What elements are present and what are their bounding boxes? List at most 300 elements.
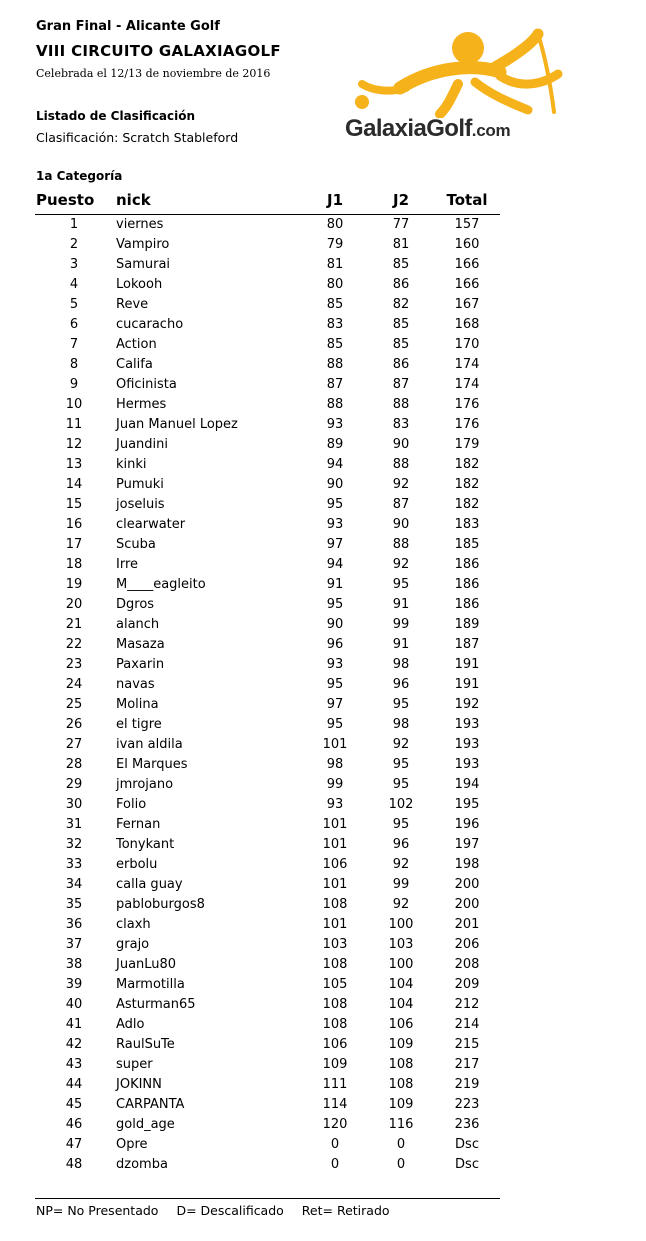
cell-j1: 85	[326, 297, 344, 312]
cell-position: 25	[65, 697, 83, 712]
cell-j1: 90	[326, 477, 344, 492]
table-row	[0, 855, 646, 875]
cell-j1: 96	[326, 637, 344, 652]
table-row	[0, 595, 646, 615]
cell-nick: Folio	[116, 797, 147, 812]
cell-position: 34	[65, 877, 83, 892]
cell-nick: Dgros	[116, 597, 155, 612]
cell-nick: Masaza	[116, 637, 165, 652]
table-row	[0, 715, 646, 735]
circuit-title: VIII CIRCUITO GALAXIAGOLF	[36, 42, 281, 60]
footer-divider	[35, 1198, 500, 1199]
cell-j2: 0	[396, 1157, 406, 1172]
cell-total: 214	[454, 1017, 480, 1032]
cell-position: 32	[65, 837, 83, 852]
cell-nick: RaulSuTe	[116, 1037, 175, 1052]
cell-j2: 98	[392, 657, 410, 672]
classification-table	[0, 215, 646, 1175]
cell-position: 27	[65, 737, 83, 752]
cell-nick: Molina	[116, 697, 159, 712]
logo-main: GalaxiaGolf	[345, 115, 472, 142]
table-row	[0, 235, 646, 255]
cell-j1: 98	[326, 757, 344, 772]
logo-suffix: .com	[471, 121, 511, 140]
cell-total: 195	[454, 797, 480, 812]
cell-j1: 87	[326, 377, 344, 392]
cell-position: 1	[69, 217, 79, 232]
cell-j2: 102	[388, 797, 414, 812]
cell-j1: 103	[322, 937, 348, 952]
cell-j2: 109	[388, 1097, 414, 1112]
cell-position: 36	[65, 917, 83, 932]
cell-nick: Lokooh	[116, 277, 163, 292]
table-row	[0, 795, 646, 815]
logo-wordmark	[345, 115, 510, 143]
cell-total: 200	[454, 877, 480, 892]
cell-position: 35	[65, 897, 83, 912]
cell-nick: Action	[116, 337, 157, 352]
cell-j2: 95	[392, 777, 410, 792]
cell-j1: 120	[322, 1117, 348, 1132]
table-row	[0, 975, 646, 995]
cell-position: 17	[65, 537, 83, 552]
cell-nick: Califa	[116, 357, 153, 372]
cell-nick: Opre	[116, 1137, 148, 1152]
cell-position: 29	[65, 777, 83, 792]
cell-position: 45	[65, 1097, 83, 1112]
cell-j1: 0	[330, 1157, 340, 1172]
cell-j2: 91	[392, 637, 410, 652]
cell-total: 189	[454, 617, 480, 632]
table-row	[0, 995, 646, 1015]
cell-j2: 77	[392, 217, 410, 232]
table-row	[0, 1135, 646, 1155]
cell-total: 223	[454, 1097, 480, 1112]
galaxiagolf-logo	[340, 26, 600, 152]
table-row	[0, 415, 646, 435]
cell-total: 206	[454, 937, 480, 952]
cell-position: 31	[65, 817, 83, 832]
cell-position: 47	[65, 1137, 83, 1152]
legend-d: D= Descalificado	[176, 1203, 284, 1218]
cell-j1: 105	[322, 977, 348, 992]
table-row	[0, 1055, 646, 1075]
cell-nick: JuanLu80	[116, 957, 177, 972]
cell-j2: 82	[392, 297, 410, 312]
cell-total: 174	[454, 357, 480, 372]
table-row	[0, 355, 646, 375]
cell-j2: 90	[392, 517, 410, 532]
cell-j2: 92	[392, 737, 410, 752]
cell-position: 26	[65, 717, 83, 732]
cell-nick: kinki	[116, 457, 147, 472]
cell-position: 4	[69, 277, 79, 292]
table-row	[0, 535, 646, 555]
cell-j1: 88	[326, 397, 344, 412]
cell-position: 39	[65, 977, 83, 992]
cell-position: 38	[65, 957, 83, 972]
cell-nick: Adlo	[116, 1017, 145, 1032]
cell-j1: 106	[322, 1037, 348, 1052]
cell-j1: 114	[322, 1097, 348, 1112]
cell-position: 23	[65, 657, 83, 672]
cell-j2: 96	[392, 837, 410, 852]
cell-total: 168	[454, 317, 480, 332]
cell-j1: 80	[326, 217, 344, 232]
cell-total: 236	[454, 1117, 480, 1132]
cell-position: 42	[65, 1037, 83, 1052]
cell-position: 15	[65, 497, 83, 512]
event-name: Gran Final - Alicante Golf	[36, 19, 220, 34]
table-row	[0, 335, 646, 355]
table-row	[0, 575, 646, 595]
cell-position: 24	[65, 677, 83, 692]
cell-position: 18	[65, 557, 83, 572]
cell-nick: Pumuki	[116, 477, 164, 492]
cell-j2: 99	[392, 877, 410, 892]
cell-j1: 95	[326, 717, 344, 732]
table-row	[0, 835, 646, 855]
table-row	[0, 495, 646, 515]
event-date: Celebrada el 12/13 de noviembre de 2016	[36, 67, 271, 80]
cell-j1: 89	[326, 437, 344, 452]
cell-nick: Oficinista	[116, 377, 177, 392]
table-row	[0, 935, 646, 955]
cell-j2: 100	[388, 917, 414, 932]
cell-j1: 94	[326, 557, 344, 572]
cell-j2: 81	[392, 237, 410, 252]
cell-nick: Hermes	[116, 397, 167, 412]
cell-total: 167	[454, 297, 480, 312]
cell-j1: 108	[322, 997, 348, 1012]
cell-nick: Fernan	[116, 817, 161, 832]
table-row	[0, 455, 646, 475]
cell-total: 201	[454, 917, 480, 932]
table-row	[0, 755, 646, 775]
cell-nick: Juandini	[116, 437, 168, 452]
table-row	[0, 215, 646, 235]
table-row	[0, 515, 646, 535]
cell-position: 12	[65, 437, 83, 452]
table-row	[0, 1015, 646, 1035]
cell-j1: 101	[322, 837, 348, 852]
cell-position: 33	[65, 857, 83, 872]
cell-nick: Juan Manuel Lopez	[116, 417, 238, 432]
cell-total: 166	[454, 257, 480, 272]
cell-j1: 94	[326, 457, 344, 472]
cell-j1: 109	[322, 1057, 348, 1072]
cell-j2: 108	[388, 1057, 414, 1072]
cell-total: 182	[454, 497, 480, 512]
cell-nick: alanch	[116, 617, 160, 632]
cell-j2: 0	[396, 1137, 406, 1152]
cell-nick: grajo	[116, 937, 150, 952]
table-row	[0, 775, 646, 795]
cell-nick: joseluis	[116, 497, 165, 512]
cell-j2: 88	[392, 397, 410, 412]
col-puesto: Puesto	[36, 191, 95, 209]
cell-nick: dzomba	[116, 1157, 168, 1172]
cell-j2: 91	[392, 597, 410, 612]
table-row	[0, 695, 646, 715]
cell-j1: 83	[326, 317, 344, 332]
table-row	[0, 1155, 646, 1175]
table-row	[0, 375, 646, 395]
cell-total: 208	[454, 957, 480, 972]
cell-nick: erbolu	[116, 857, 158, 872]
cell-j1: 101	[322, 817, 348, 832]
cell-j1: 79	[326, 237, 344, 252]
legend	[36, 1203, 404, 1218]
cell-position: 20	[65, 597, 83, 612]
table-row	[0, 395, 646, 415]
cell-j2: 88	[392, 457, 410, 472]
cell-total: 193	[454, 717, 480, 732]
cell-total: 191	[454, 677, 480, 692]
cell-nick: clearwater	[116, 517, 186, 532]
cell-position: 43	[65, 1057, 83, 1072]
table-row	[0, 955, 646, 975]
cell-nick: Samurai	[116, 257, 171, 272]
cell-position: 41	[65, 1017, 83, 1032]
cell-j2: 95	[392, 757, 410, 772]
cell-j1: 95	[326, 677, 344, 692]
cell-total: 176	[454, 397, 480, 412]
table-row	[0, 1115, 646, 1135]
cell-nick: ivan aldila	[116, 737, 183, 752]
cell-j2: 104	[388, 977, 414, 992]
cell-total: 194	[454, 777, 480, 792]
cell-nick: jmrojano	[116, 777, 174, 792]
table-row	[0, 255, 646, 275]
cell-position: 13	[65, 457, 83, 472]
cell-position: 14	[65, 477, 83, 492]
col-j2: J2	[392, 191, 410, 209]
category-title: 1a Categoría	[36, 169, 123, 183]
cell-position: 30	[65, 797, 83, 812]
cell-j2: 92	[392, 857, 410, 872]
col-j1: J1	[326, 191, 344, 209]
cell-nick: calla guay	[116, 877, 183, 892]
cell-j2: 95	[392, 697, 410, 712]
cell-j1: 93	[326, 657, 344, 672]
cell-j1: 99	[326, 777, 344, 792]
table-row	[0, 275, 646, 295]
cell-total: 215	[454, 1037, 480, 1052]
cell-j2: 85	[392, 257, 410, 272]
cell-total: 160	[454, 237, 480, 252]
cell-position: 3	[69, 257, 79, 272]
cell-nick: Reve	[116, 297, 149, 312]
cell-j2: 116	[388, 1117, 414, 1132]
cell-j2: 88	[392, 537, 410, 552]
cell-j1: 93	[326, 517, 344, 532]
cell-position: 8	[69, 357, 79, 372]
cell-nick: JOKINN	[116, 1077, 162, 1092]
table-row	[0, 475, 646, 495]
cell-position: 5	[69, 297, 79, 312]
cell-position: 44	[65, 1077, 83, 1092]
table-header	[35, 190, 500, 215]
golfer-icon	[340, 26, 600, 118]
cell-j1: 106	[322, 857, 348, 872]
legend-np: NP= No Presentado	[36, 1203, 159, 1218]
cell-j1: 95	[326, 497, 344, 512]
cell-total: 197	[454, 837, 480, 852]
cell-nick: M____eagleito	[116, 577, 206, 592]
cell-total: 198	[454, 857, 480, 872]
cell-nick: viernes	[116, 217, 164, 232]
cell-j2: 87	[392, 497, 410, 512]
table-row	[0, 555, 646, 575]
cell-j2: 85	[392, 317, 410, 332]
cell-j1: 108	[322, 897, 348, 912]
col-total: Total	[446, 191, 488, 209]
cell-j2: 108	[388, 1077, 414, 1092]
cell-j1: 97	[326, 697, 344, 712]
col-nick: nick	[116, 191, 151, 209]
table-row	[0, 815, 646, 835]
cell-nick: pabloburgos8	[116, 897, 205, 912]
cell-total: 193	[454, 737, 480, 752]
cell-total: 157	[454, 217, 480, 232]
cell-total: 192	[454, 697, 480, 712]
cell-j1: 88	[326, 357, 344, 372]
cell-position: 48	[65, 1157, 83, 1172]
cell-j2: 92	[392, 557, 410, 572]
cell-j1: 97	[326, 537, 344, 552]
cell-total: 186	[454, 597, 480, 612]
cell-j1: 0	[330, 1137, 340, 1152]
cell-j2: 87	[392, 377, 410, 392]
table-row	[0, 655, 646, 675]
cell-position: 19	[65, 577, 83, 592]
cell-nick: El Marques	[116, 757, 188, 772]
table-row	[0, 615, 646, 635]
table-row	[0, 915, 646, 935]
cell-position: 6	[69, 317, 79, 332]
cell-total: 193	[454, 757, 480, 772]
cell-j1: 108	[322, 1017, 348, 1032]
cell-j1: 101	[322, 737, 348, 752]
table-row	[0, 1075, 646, 1095]
cell-j1: 90	[326, 617, 344, 632]
cell-nick: navas	[116, 677, 155, 692]
cell-j2: 98	[392, 717, 410, 732]
cell-total: 166	[454, 277, 480, 292]
cell-position: 28	[65, 757, 83, 772]
table-row	[0, 1095, 646, 1115]
cell-total: Dsc	[455, 1137, 479, 1152]
cell-position: 37	[65, 937, 83, 952]
cell-position: 21	[65, 617, 83, 632]
cell-j1: 81	[326, 257, 344, 272]
cell-total: 185	[454, 537, 480, 552]
cell-total: 217	[454, 1057, 480, 1072]
cell-j2: 95	[392, 817, 410, 832]
cell-position: 46	[65, 1117, 83, 1132]
classification-type: Clasificación: Scratch Stableford	[36, 130, 239, 145]
cell-j2: 86	[392, 357, 410, 372]
cell-position: 7	[69, 337, 79, 352]
cell-total: 170	[454, 337, 480, 352]
table-row	[0, 875, 646, 895]
cell-j1: 85	[326, 337, 344, 352]
cell-nick: cucaracho	[116, 317, 184, 332]
table-row	[0, 435, 646, 455]
cell-j1: 101	[322, 877, 348, 892]
cell-total: 176	[454, 417, 480, 432]
cell-j1: 91	[326, 577, 344, 592]
cell-j2: 99	[392, 617, 410, 632]
table-row	[0, 635, 646, 655]
cell-nick: claxh	[116, 917, 151, 932]
table-row	[0, 895, 646, 915]
cell-j1: 80	[326, 277, 344, 292]
cell-j2: 100	[388, 957, 414, 972]
cell-j2: 90	[392, 437, 410, 452]
cell-position: 9	[69, 377, 79, 392]
cell-j2: 83	[392, 417, 410, 432]
table-row	[0, 1035, 646, 1055]
cell-position: 11	[65, 417, 83, 432]
table-row	[0, 295, 646, 315]
cell-j1: 108	[322, 957, 348, 972]
cell-total: Dsc	[455, 1157, 479, 1172]
cell-j2: 95	[392, 577, 410, 592]
cell-nick: el tigre	[116, 717, 162, 732]
cell-total: 209	[454, 977, 480, 992]
cell-j2: 92	[392, 477, 410, 492]
cell-nick: CARPANTA	[116, 1097, 185, 1112]
cell-total: 200	[454, 897, 480, 912]
cell-nick: super	[116, 1057, 153, 1072]
cell-total: 174	[454, 377, 480, 392]
cell-total: 182	[454, 477, 480, 492]
cell-total: 186	[454, 577, 480, 592]
legend-ret: Ret= Retirado	[301, 1203, 390, 1218]
table-row	[0, 315, 646, 335]
cell-total: 183	[454, 517, 480, 532]
cell-total: 212	[454, 997, 480, 1012]
cell-nick: Tonykant	[116, 837, 175, 852]
cell-j2: 86	[392, 277, 410, 292]
list-title: Listado de Clasificación	[36, 109, 196, 123]
cell-position: 10	[65, 397, 83, 412]
table-row	[0, 735, 646, 755]
cell-position: 40	[65, 997, 83, 1012]
cell-j2: 103	[388, 937, 414, 952]
cell-total: 186	[454, 557, 480, 572]
cell-nick: Scuba	[116, 537, 156, 552]
cell-total: 182	[454, 457, 480, 472]
cell-j2: 104	[388, 997, 414, 1012]
cell-position: 16	[65, 517, 83, 532]
cell-j2: 92	[392, 897, 410, 912]
cell-nick: Vampiro	[116, 237, 170, 252]
cell-total: 191	[454, 657, 480, 672]
cell-j2: 85	[392, 337, 410, 352]
cell-j1: 93	[326, 797, 344, 812]
cell-j1: 93	[326, 417, 344, 432]
cell-nick: Marmotilla	[116, 977, 185, 992]
cell-j2: 106	[388, 1017, 414, 1032]
cell-j1: 101	[322, 917, 348, 932]
cell-nick: Irre	[116, 557, 139, 572]
cell-position: 2	[69, 237, 79, 252]
cell-total: 219	[454, 1077, 480, 1092]
cell-j1: 111	[322, 1077, 348, 1092]
